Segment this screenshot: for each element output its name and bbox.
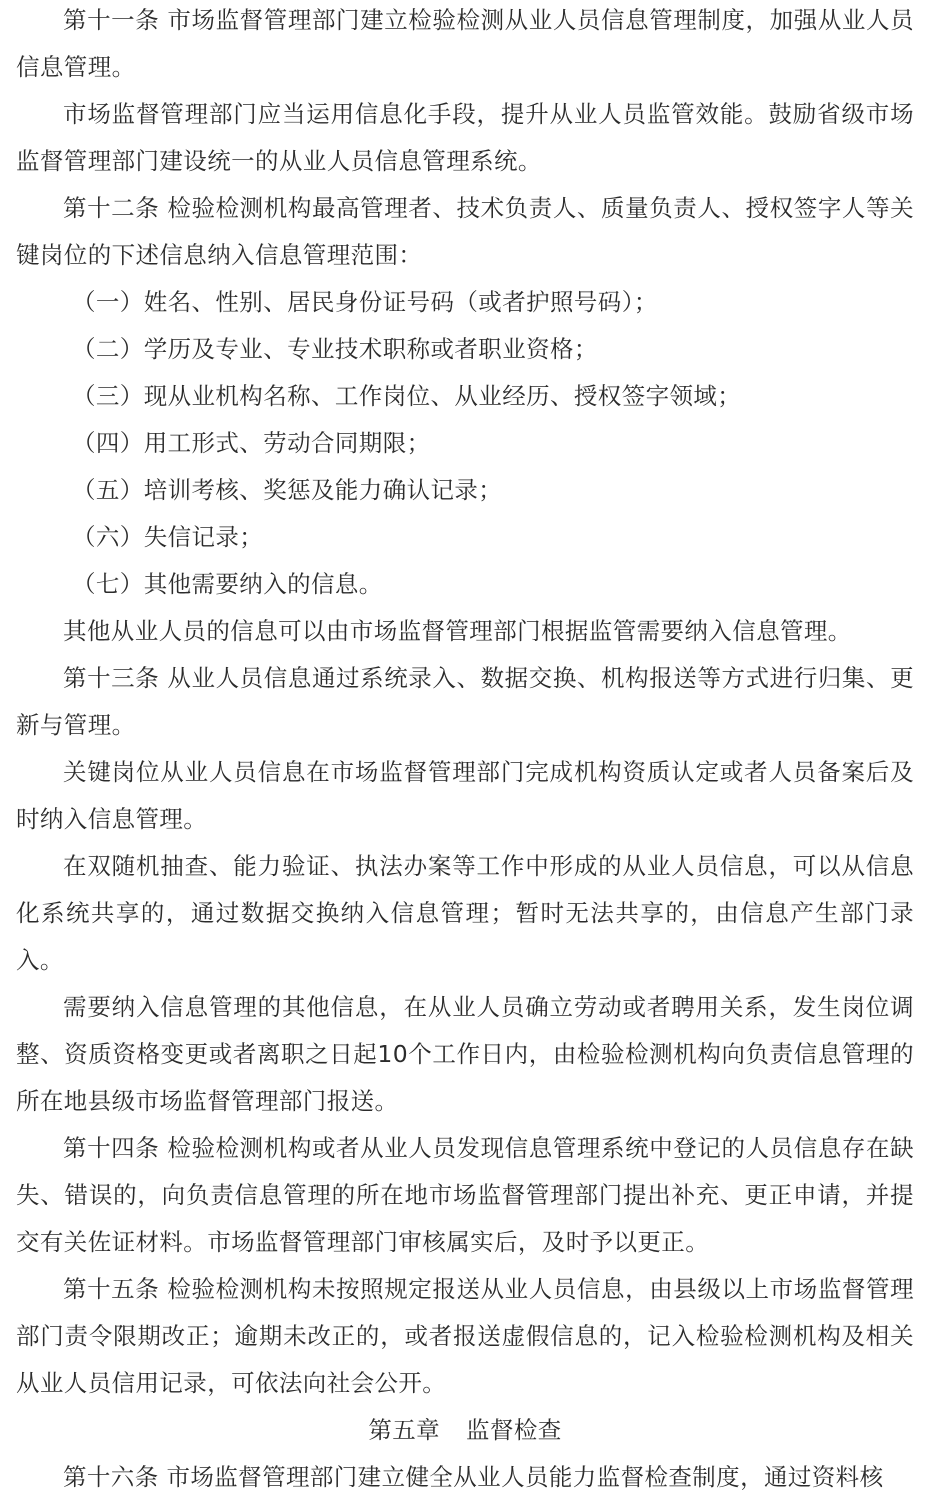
chapter-number: 第五章 xyxy=(368,1416,441,1444)
article-12-item-5: （五）培训考核、奖惩及能力确认记录； xyxy=(72,476,503,504)
article-13-paragraph-4: 需要纳入信息管理的其他信息，在从业人员确立劳动或者聘用关系，发生岗位调整、资质资格变更或者离职之日起10个工作日内，由检验检测机构向负责信息管理的所在地县级市场监督管理部门报送。 xyxy=(16,993,914,1115)
article-12-item-3: （三）现从业机构名称、工作岗位、从业经历、授权签字领域； xyxy=(72,382,742,410)
document-body xyxy=(16,0,914,1501)
article-12-item-2: （二）学历及专业、专业技术职称或者职业资格； xyxy=(72,335,598,363)
article-12-item-4: （四）用工形式、劳动合同期限； xyxy=(72,429,431,457)
article-13-paragraph-2: 关键岗位从业人员信息在市场监督管理部门完成机构资质认定或者人员备案后及时纳入信息管理。 xyxy=(16,758,914,833)
article-12-item-6: （六）失信记录； xyxy=(72,523,264,551)
article-13-paragraph-3: 在双随机抽查、能力验证、执法办案等工作中形成的从业人员信息，可以从信息化系统共享的，通过数据交换纳入信息管理；暂时无法共享的，由信息产生部门录入。 xyxy=(16,852,914,974)
article-14-paragraph-1: 第十四条 检验检测机构或者从业人员发现信息管理系统中登记的人员信息存在缺失、错误的，向负责信息管理的所在地市场监督管理部门提出补充、更正申请，并提交有关佐证材料。市场监督管理部门审核属实后，及时予以更正。 xyxy=(16,1134,914,1256)
article-12-item-1: （一）姓名、性别、居民身份证号码（或者护照号码）； xyxy=(72,288,658,316)
article-13-paragraph-1: 第十三条 从业人员信息通过系统录入、数据交换、机构报送等方式进行归集、更新与管理。 xyxy=(16,664,914,739)
chapter-heading xyxy=(16,1407,914,1454)
article-11-paragraph-2: 市场监督管理部门应当运用信息化手段，提升从业人员监管效能。鼓励省级市场监督管理部门建设统一的从业人员信息管理系统。 xyxy=(16,100,914,175)
article-12-intro: 第十二条 检验检测机构最高管理者、技术负责人、质量负责人、授权签字人等关键岗位的下述信息纳入信息管理范围： xyxy=(16,194,914,269)
article-16-paragraph-1: 第十六条 市场监督管理部门建立健全从业人员能力监督检查制度，通过资料核 xyxy=(63,1463,884,1491)
article-15-paragraph-1: 第十五条 检验检测机构未按照规定报送从业人员信息，由县级以上市场监督管理部门责令限期改正；逾期未改正的，或者报送虚假信息的，记入检验检测机构及相关从业人员信用记录，可依法向社会公开。 xyxy=(16,1275,914,1397)
article-12-closing: 其他从业人员的信息可以由市场监督管理部门根据监管需要纳入信息管理。 xyxy=(63,617,852,645)
chapter-title: 监督检查 xyxy=(466,1416,562,1444)
article-12-item-7: （七）其他需要纳入的信息。 xyxy=(72,570,383,598)
article-11-paragraph-1: 第十一条 市场监督管理部门建立检验检测从业人员信息管理制度，加强从业人员信息管理。 xyxy=(16,6,914,81)
